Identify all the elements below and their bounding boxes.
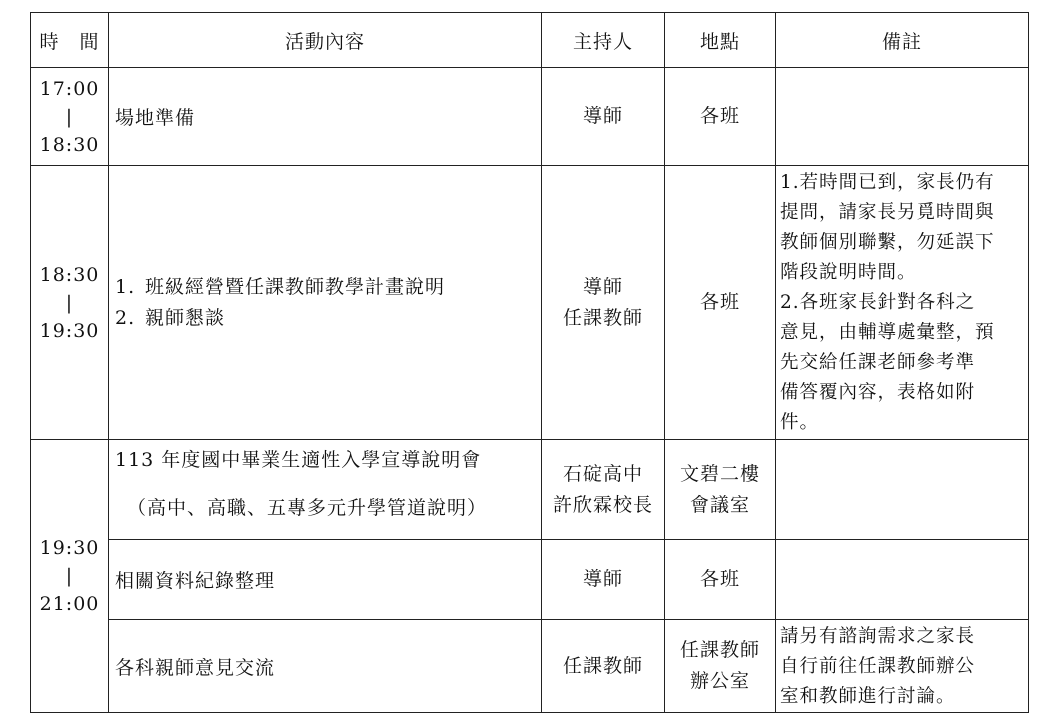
table-row [31, 620, 1029, 713]
host-cell [542, 166, 665, 440]
table-row [31, 68, 1029, 166]
note-cell [776, 440, 1029, 540]
time-cell [31, 166, 109, 440]
place-cell: 各班 [665, 540, 776, 620]
header-activity: 活動內容 [109, 13, 542, 68]
note-line: 備答覆內容，表格如附 [780, 382, 976, 403]
activity-subtitle: （高中、高職、五專多元升學管道說明） [127, 497, 488, 519]
activity-cell: 場地準備 [109, 68, 542, 166]
place-cell [665, 620, 776, 713]
host-line: 任課教師 [562, 306, 643, 329]
note-line: 2.各班家長針對各科之 [780, 292, 976, 313]
time-cell [31, 68, 109, 166]
list-item [115, 272, 541, 303]
time-end: 18:30 [39, 133, 100, 156]
time-separator: | [65, 565, 74, 587]
place-line: 會議室 [689, 493, 750, 516]
activity-cell [109, 166, 542, 440]
note-line: 請另有諮詢需求之家長 [780, 626, 976, 647]
list-number: 1. [115, 275, 136, 298]
time-end: 21:00 [39, 593, 100, 615]
time-separator: | [65, 291, 74, 314]
header-host: 主持人 [542, 13, 665, 68]
host-line: 石碇高中 [562, 462, 643, 485]
note-line: 意見，由輔導處彙整，預 [780, 322, 995, 343]
place-line: 辦公室 [689, 670, 750, 692]
time-start: 19:30 [39, 537, 100, 559]
header-row [31, 13, 1029, 68]
host-line: 許欣霖校長 [552, 493, 653, 516]
time-start: 18:30 [39, 263, 100, 286]
place-cell: 各班 [665, 166, 776, 440]
place-line: 任課教師 [679, 639, 760, 661]
host-cell: 導師 [542, 540, 665, 620]
schedule-table [30, 12, 1029, 713]
place-cell [665, 440, 776, 540]
activity-cell [109, 440, 542, 540]
note-line: 1.若時間已到，家長仍有 [780, 172, 995, 193]
note-line: 提問，請家長另覓時間與 [780, 202, 995, 223]
activity-cell: 各科親師意見交流 [109, 620, 542, 713]
note-line: 階段說明時間。 [780, 262, 917, 283]
header-time: 時 間 [31, 13, 109, 68]
list-text: 親師懇談 [145, 306, 226, 329]
table-row [31, 540, 1029, 620]
list-number: 2. [115, 306, 136, 329]
note-line: 件。 [780, 412, 820, 433]
place-line: 文碧二樓 [679, 462, 760, 485]
table-row [31, 440, 1029, 540]
activity-title: 113 年度國中畢業生適性入學宣導說明會 [115, 449, 482, 471]
note-line: 室和教師進行討論。 [780, 686, 956, 707]
note-cell [776, 166, 1029, 440]
host-cell: 任課教師 [542, 620, 665, 713]
time-separator: | [65, 105, 74, 128]
host-cell: 導師 [542, 68, 665, 166]
header-note: 備註 [776, 13, 1029, 68]
note-cell [776, 540, 1029, 620]
time-end: 19:30 [39, 319, 100, 342]
table-row [31, 166, 1029, 440]
time-start: 17:00 [39, 77, 100, 100]
host-cell [542, 440, 665, 540]
activity-cell: 相關資料紀錄整理 [109, 540, 542, 620]
note-cell [776, 620, 1029, 713]
place-cell: 各班 [665, 68, 776, 166]
list-item [115, 303, 541, 334]
note-line: 教師個別聯繫，勿延誤下 [780, 232, 995, 253]
note-line: 自行前往任課教師辦公 [780, 656, 976, 677]
host-line: 導師 [582, 275, 623, 298]
header-place: 地點 [665, 13, 776, 68]
note-cell [776, 68, 1029, 166]
list-text: 班級經營暨任課教師教學計畫說明 [145, 275, 446, 298]
time-cell [31, 440, 109, 713]
note-line: 先交給任課老師參考準 [780, 352, 976, 373]
